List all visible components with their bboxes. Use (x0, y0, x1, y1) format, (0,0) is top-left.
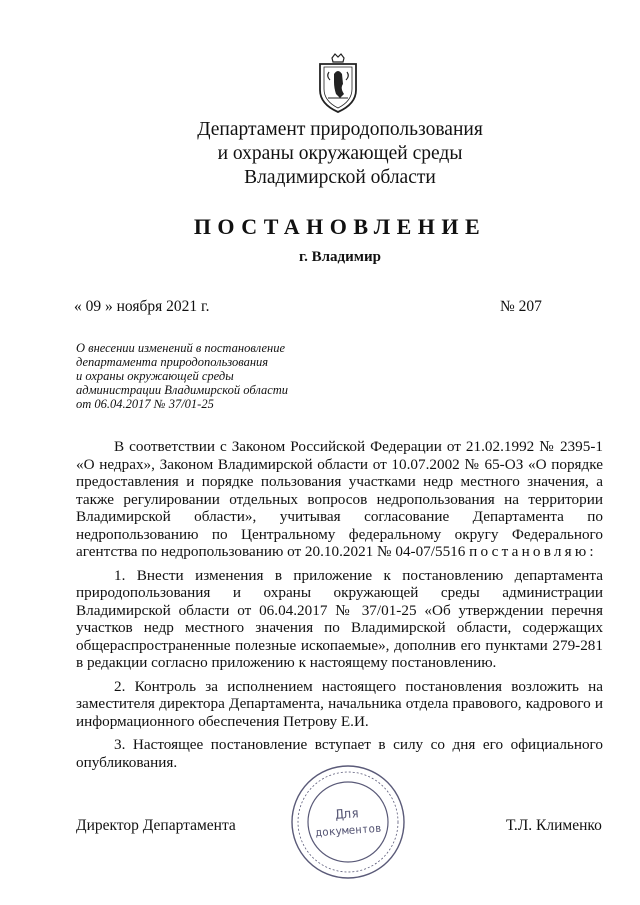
document-date: « 09 » ноября 2021 г. (74, 298, 210, 315)
department-line-3: Владимирской области (244, 167, 436, 188)
decree-word: постановляю: (469, 543, 597, 560)
stamp-seal (288, 762, 408, 882)
document-body (76, 438, 603, 777)
city: г. Владимир (299, 249, 381, 265)
item-2: 2. Контроль за исполнением настоящего постановления возложить на заместителя директора Департамента, начальника отдела правового, кадрового и информационного обеспечения Петрову Е.И. (76, 677, 603, 730)
signatory-name: Т.Л. Клименко (506, 817, 602, 834)
stamp-line-1: Для (335, 806, 360, 823)
subject-line: О внесении изменений в постановление (76, 341, 286, 355)
preamble-paragraph (76, 438, 603, 561)
document-number: № 207 (500, 298, 542, 315)
subject-line: и охраны окружающей среды (76, 369, 234, 383)
department-line-2: и охраны окружающей среды (217, 143, 463, 164)
item-3: 3. Настоящее постановление вступает в силу со дня его официального опубликования. (76, 736, 603, 771)
subject-line: администрации Владимирской области (76, 383, 289, 397)
subject-line: департамента природопользования (76, 355, 269, 369)
subject-block (76, 341, 298, 411)
subject-line: от 06.04.2017 № 37/01-25 (76, 397, 214, 411)
item-1: 1. Внести изменения в приложение к постановлению департамента природопользования и охраны окружающей среды администрации Владимирской области от 06.04.2017 № 37/01-25 «Об утверждении перечня участков недр местного значения по Владимирской области, содержащих общераспространенные полезные ископаемые», дополнив его пунктами 279-281 в редакции согласно приложению к настоящему постановлению. (76, 566, 603, 671)
coat-of-arms-icon (312, 52, 364, 114)
document-title: ПОСТАНОВЛЕНИЕ (193, 214, 487, 239)
signatory-title: Директор Департамента (76, 817, 236, 834)
stamp-line-2: документов (315, 821, 383, 840)
department-name (170, 118, 510, 190)
department-line-1: Департамент природопользования (197, 119, 483, 140)
preamble-text: В соответствии с Законом Российской Федерации от 21.02.1992 № 2395-1 «О недрах», Законом Владимирской области от 10.07.2002 № 65-ОЗ «О порядке предоставления и порядке пользования участками недр местного значения, а также регулировании отдельных вопросов недропользования на территории Владимирской области», учитывая согласование Департамента по недропользованию по Центральному федеральному округу Федерального агентства по недропользованию от 20.10.2021 № 04-07/5516 (76, 438, 603, 560)
